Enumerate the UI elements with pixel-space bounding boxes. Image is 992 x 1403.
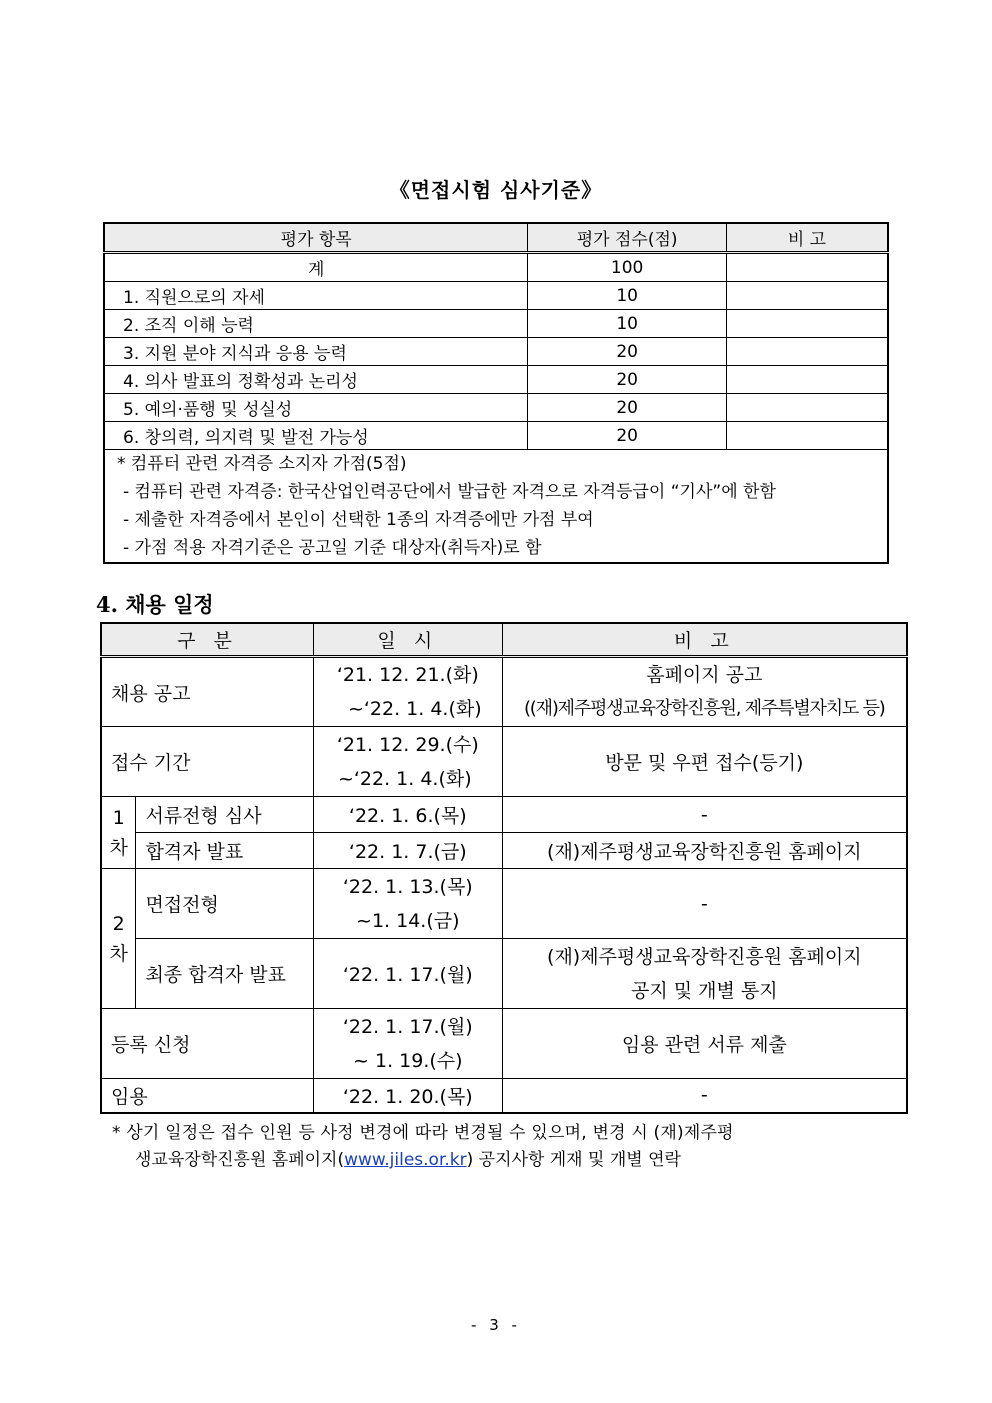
header-remark: 비 고 — [726, 223, 888, 253]
total-label: 계 — [104, 253, 528, 282]
schedule-label: 채용 공고 — [101, 657, 313, 727]
schedule-row — [101, 833, 907, 869]
interview-criteria-table — [103, 222, 889, 564]
header-score: 평가 점수(점) — [528, 223, 727, 253]
schedule-remark: 임용 관련 서류 제출 — [502, 1009, 907, 1079]
schedule-date — [313, 657, 502, 727]
footnote-text: ) 공지사항 게재 및 개별 연락 — [466, 1150, 681, 1170]
remark-line: (재)제주평생교육장학진흥원 홈페이지 — [547, 945, 862, 968]
criteria-item-label: 2. 조직 이해 능력 — [104, 310, 528, 338]
schedule-label: 최종 합격자 발표 — [136, 939, 314, 1009]
footnote-text: 생교육장학진흥원 홈페이지( — [135, 1150, 345, 1170]
schedule-date — [313, 869, 502, 939]
schedule-footnote — [112, 1120, 902, 1174]
criteria-item-remark — [726, 338, 888, 366]
schedule-row — [101, 797, 907, 833]
schedule-remark: (재)제주평생교육장학진흥원 홈페이지 — [502, 833, 907, 869]
bonus-note: * 컴퓨터 관련 자격증 소지자 가점(5점) — [117, 454, 407, 474]
header-category: 구 분 — [101, 623, 313, 657]
schedule-label: 면접전형 — [136, 869, 314, 939]
criteria-row — [104, 366, 888, 394]
schedule-label: 서류전형 심사 — [136, 797, 314, 833]
remark-line: 홈페이지 공고 — [646, 664, 763, 686]
schedule-date — [313, 1009, 502, 1079]
schedule-row — [101, 727, 907, 797]
schedule-row — [101, 657, 907, 727]
criteria-item-label: 4. 의사 발표의 정확성과 논리성 — [104, 366, 528, 394]
criteria-item-remark — [726, 422, 888, 450]
schedule-label: 등록 신청 — [101, 1009, 313, 1079]
criteria-title: 《면접시험 심사기준》 — [389, 178, 603, 202]
criteria-notes-row — [104, 450, 888, 564]
criteria-item-score: 20 — [528, 394, 727, 422]
criteria-total-row — [104, 253, 888, 282]
schedule-remark: - — [502, 1079, 907, 1113]
criteria-notes — [104, 450, 888, 564]
criteria-item-score: 20 — [528, 338, 727, 366]
bonus-note-detail: - 컴퓨터 관련 자격증: 한국산업인력공단에서 발급한 자격으로 자격등급이 “기사”에 한함 — [123, 482, 776, 502]
date-end: ~ 1. 19.(수) — [353, 1049, 463, 1072]
criteria-item-label: 3. 지원 분야 지식과 응용 능력 — [104, 338, 528, 366]
schedule-header-row — [101, 623, 907, 657]
criteria-row — [104, 422, 888, 450]
bonus-note-detail: - 가점 적용 자격기준은 공고일 기준 대상자(취득자)로 함 — [123, 538, 542, 558]
stage-label: 2 차 — [101, 869, 136, 1009]
criteria-row — [104, 394, 888, 422]
schedule-remark — [502, 939, 907, 1009]
footnote-line — [112, 1147, 902, 1174]
header-item: 평가 항목 — [104, 223, 528, 253]
criteria-header-row — [104, 223, 888, 253]
date-start: ‘21. 12. 21.(화) — [336, 664, 479, 686]
date-start: ‘22. 1. 13.(목) — [342, 875, 473, 898]
criteria-item-score: 20 — [528, 422, 727, 450]
schedule-row — [101, 869, 907, 939]
criteria-row — [104, 310, 888, 338]
website-link[interactable]: www.jiles.or.kr — [344, 1150, 467, 1170]
bonus-note-detail: - 제출한 자격증에서 본인이 선택한 1종의 자격증에만 가점 부여 — [123, 510, 594, 530]
schedule-date: ‘22. 1. 7.(금) — [313, 833, 502, 869]
criteria-item-label: 1. 직원으로의 자세 — [104, 282, 528, 310]
schedule-row — [101, 1009, 907, 1079]
criteria-item-label: 5. 예의·품행 및 성실성 — [104, 394, 528, 422]
remark-line: ((재)제주평생교육장학진흥원, 제주특별자치도 등) — [523, 698, 885, 719]
date-end: ~‘22. 1. 4.(화) — [337, 767, 472, 790]
schedule-date: ‘22. 1. 17.(월) — [313, 939, 502, 1009]
schedule-date: ‘22. 1. 20.(목) — [313, 1079, 502, 1113]
header-remark: 비 고 — [502, 623, 907, 657]
schedule-remark: - — [502, 797, 907, 833]
schedule-date: ‘22. 1. 6.(목) — [313, 797, 502, 833]
schedule-label: 접수 기간 — [101, 727, 313, 797]
criteria-item-remark — [726, 394, 888, 422]
total-score: 100 — [528, 253, 727, 282]
footnote-line: * 상기 일정은 접수 인원 등 사정 변경에 따라 변경될 수 있으며, 변경 시 (재)제주평 — [112, 1123, 734, 1143]
schedule-row — [101, 1079, 907, 1113]
criteria-item-label: 6. 창의력, 의지력 및 발전 가능성 — [104, 422, 528, 450]
criteria-row — [104, 338, 888, 366]
date-end: ~1. 14.(금) — [356, 909, 460, 932]
schedule-section-title: 4. 채용 일정 — [96, 592, 214, 617]
page-number: - 3 - — [471, 1316, 521, 1334]
schedule-label: 임용 — [101, 1079, 313, 1113]
criteria-item-remark — [726, 310, 888, 338]
header-date: 일 시 — [313, 623, 502, 657]
schedule-remark: 방문 및 우편 접수(등기) — [502, 727, 907, 797]
schedule-remark: - — [502, 869, 907, 939]
criteria-item-remark — [726, 282, 888, 310]
criteria-item-score: 10 — [528, 310, 727, 338]
schedule-row — [101, 939, 907, 1009]
stage-label: 1 차 — [101, 797, 136, 869]
criteria-item-score: 20 — [528, 366, 727, 394]
criteria-row — [104, 282, 888, 310]
date-end: ~‘22. 1. 4.(화) — [347, 698, 482, 720]
schedule-label: 합격자 발표 — [136, 833, 314, 869]
schedule-remark — [502, 657, 907, 727]
criteria-item-score: 10 — [528, 282, 727, 310]
date-start: ‘22. 1. 17.(월) — [342, 1015, 473, 1038]
total-remark — [726, 253, 888, 282]
recruitment-schedule-table — [100, 622, 908, 1114]
criteria-item-remark — [726, 366, 888, 394]
schedule-date — [313, 727, 502, 797]
date-start: ‘21. 12. 29.(수) — [336, 733, 479, 756]
remark-line: 공지 및 개별 통지 — [631, 979, 778, 1002]
